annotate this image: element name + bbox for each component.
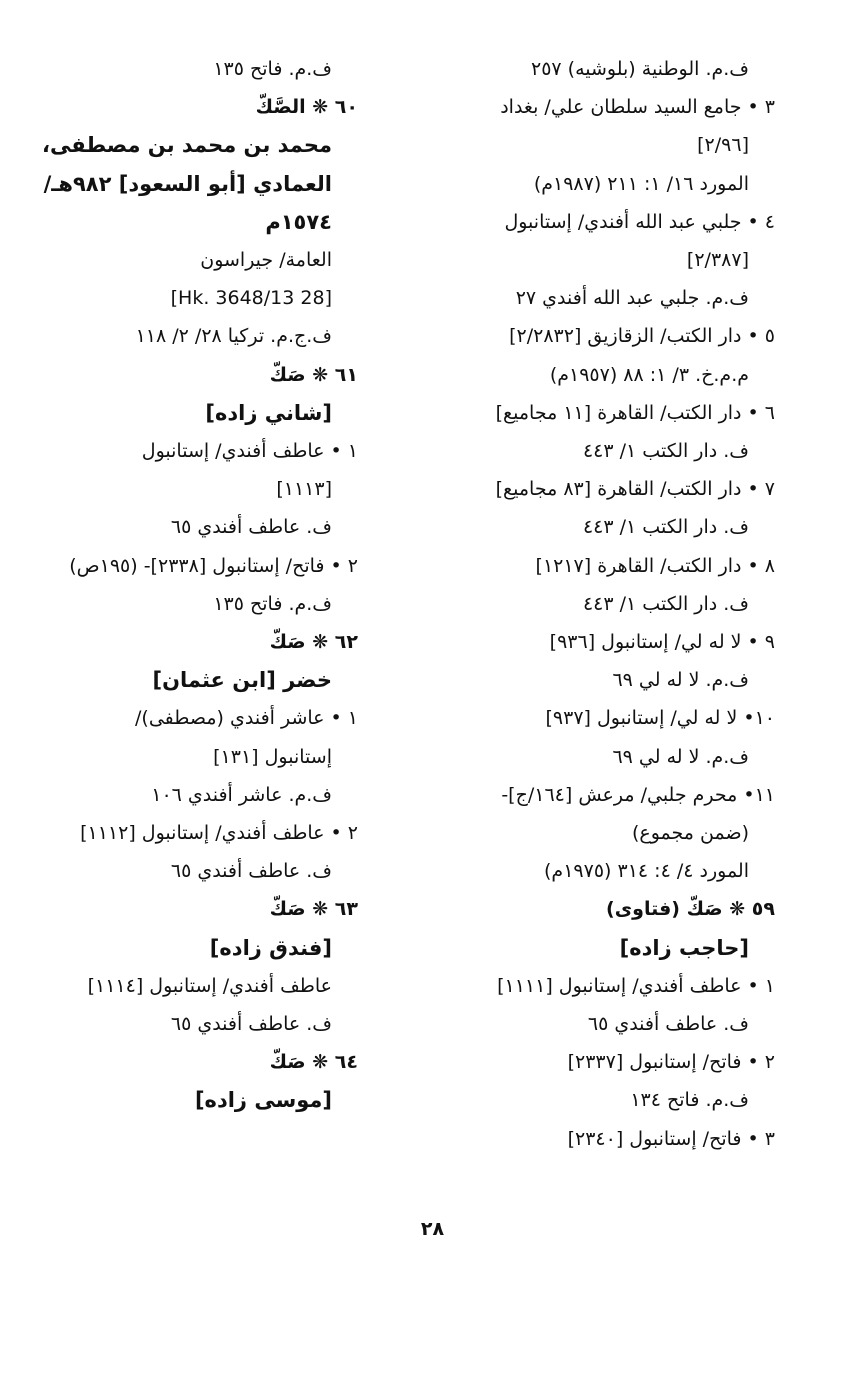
text-line: [شاني زاده] [205,400,332,425]
text-line: العمادي [أبو السعود] ٩٨٢هـ/ [43,171,332,196]
text-line: [28 Hk. 3648/13] [170,287,332,310]
text-line: ف.م. عاشر أفندي ١٠٦ [151,783,332,806]
text-line: ٦٤ ❋ صَكّ [269,1051,358,1074]
text-line: ٨ • دار الكتب/ القاهرة [١٢١٧] [535,554,775,577]
text-line: المورد ١٦/ ١: ٢١١ (١٩٨٧م) [533,172,749,195]
text-line: [١١١٣] [276,478,332,501]
text-line: ف. دار الكتب ١/ ٤٤٣ [582,440,749,463]
text-line: ف. عاطف أفندي ٦٥ [170,1013,332,1036]
left-column [42,50,358,1120]
text-line: ١٠• لا له لي/ إستانبول [٩٣٧] [545,707,775,730]
text-line: العامة/ جيراسون [200,249,332,272]
text-line: ف.م. الوطنية (بلوشيه) ٢٥٧ [531,58,749,80]
text-line: محمد بن محمد بن مصطفى، [42,133,332,158]
text-line: ٦٣ ❋ صَكّ [269,898,358,921]
text-line: ١ • عاطف أفندي/ إستانبول [١١١١] [497,974,775,997]
text-line: م.م.خ. ٣/ ١: ٨٨ (١٩٥٧م) [549,363,749,386]
text-line: خضر [ابن عثمان] [152,668,332,693]
text-line: ف.م. لا له لي ٦٩ [612,669,749,692]
text-line: ف.م. جلبي عبد الله أفندي ٢٧ [515,287,749,310]
text-line: [فندق زاده] [209,935,332,960]
text-line: ٦٠ ❋ الصَّكّ [255,96,358,119]
text-line: ٥٩ ❋ صَكّ (فتاوى) [606,898,775,921]
text-line: إستانبول [١٣١] [213,745,332,768]
page-number: ٢٨ [420,1218,445,1240]
text-line: ١ • عاشر أفندي (مصطفى)/ [135,707,358,730]
text-line: ف. عاطف أفندي ٦٥ [587,1013,749,1036]
text-line: ٦٢ ❋ صَكّ [269,631,358,654]
text-line: ٣ • جامع السيد سلطان علي/ بغداد [500,96,775,119]
text-line: ١ • عاطف أفندي/ إستانبول [141,440,358,463]
text-line: ٣ • فاتح/ إستانبول [٢٣٤٠] [567,1127,775,1150]
text-line: ١١• محرم جلبي/ مرعش [١٦٤/ج]- [501,783,775,806]
text-line: ف. دار الكتب ١/ ٤٤٣ [582,516,749,539]
text-line: ٧ • دار الكتب/ القاهرة [٨٣ مجاميع] [495,478,775,501]
text-line: ٢ • فاتح/ إستانبول [٢٣٣٨]- (١٩٥ص) [69,554,358,577]
text-line: ف.ج.م. تركيا ٢٨/ ٢/ ١١٨ [135,325,332,348]
text-line: ٢ • عاطف أفندي/ إستانبول [١١١٢] [80,822,358,845]
text-line: ٦ • دار الكتب/ القاهرة [١١ مجاميع] [495,401,775,424]
text-line: ف.م. فاتح ١٣٤ [630,1089,749,1112]
text-line: ف. عاطف أفندي ٦٥ [170,516,332,539]
text-line: [حاجب زاده] [619,935,749,960]
text-line: ١٥٧٤م [265,209,332,234]
text-line: ف.م. فاتح ١٣٥ [213,58,332,80]
text-line: ف. عاطف أفندي ٦٥ [170,860,332,883]
text-line: عاطف أفندي/ إستانبول [١١١٤] [87,974,332,997]
text-line: ف. دار الكتب ١/ ٤٤٣ [582,592,749,615]
text-line: ٤ • جلبي عبد الله أفندي/ إستانبول [504,210,775,233]
text-line: ٩ • لا له لي/ إستانبول [٩٣٦] [549,631,775,654]
text-line: ف.م. لا له لي ٦٩ [612,745,749,768]
text-line: [٢/٩٦] [697,134,749,157]
text-line: المورد ٤/ ٤: ٣١٤ (١٩٧٥م) [544,860,749,883]
right-column [419,50,775,1158]
text-line: ٦١ ❋ صَكّ [269,363,358,386]
text-line: ٥ • دار الكتب/ الزقازيق [٢/٢٨٣٢] [509,325,775,348]
text-line: ف.م. فاتح ١٣٥ [213,592,332,615]
text-line: [موسى زاده] [194,1088,332,1113]
text-line: (ضمن مجموع) [631,822,749,845]
text-line: ٢ • فاتح/ إستانبول [٢٣٣٧] [567,1051,775,1074]
text-line: [٢/٣٨٧] [686,249,749,272]
